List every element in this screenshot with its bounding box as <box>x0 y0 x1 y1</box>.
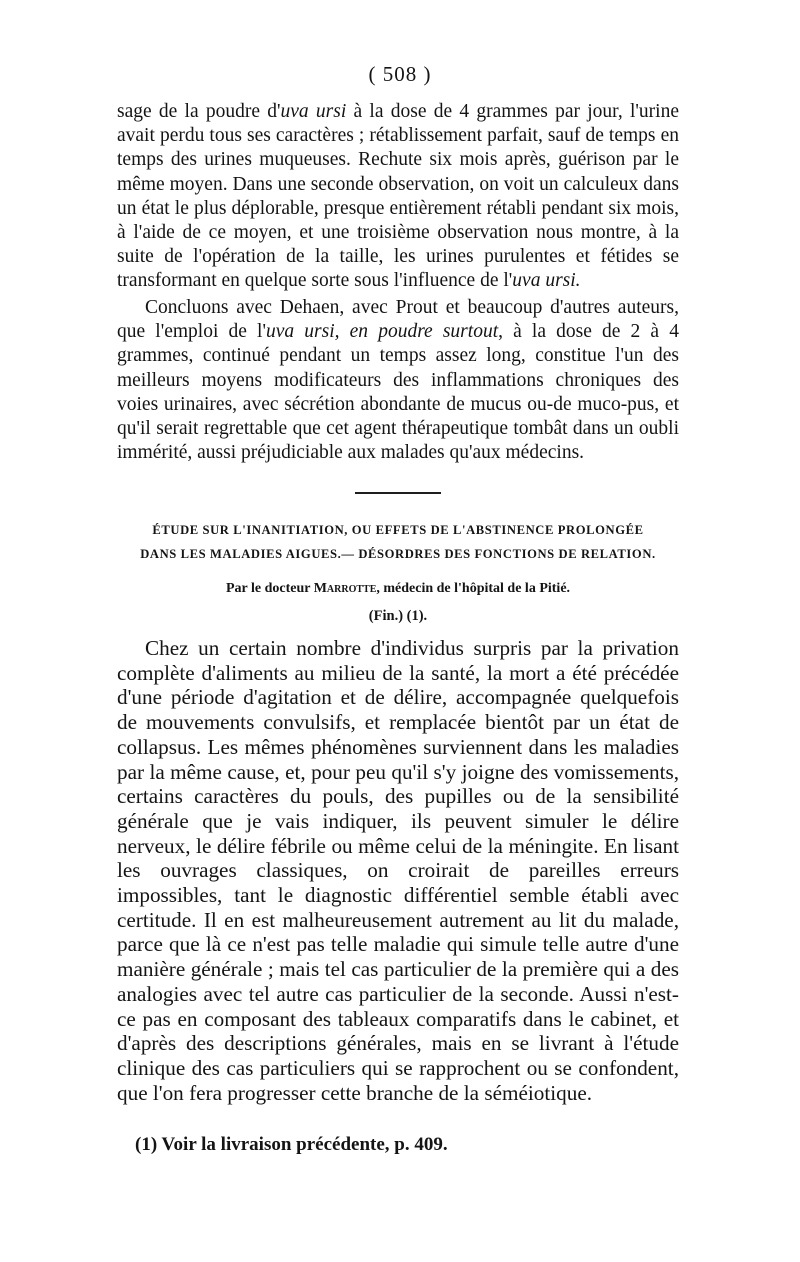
article-title-line-2: DANS LES MALADIES AIGUES.— DÉSORDRES DES FONCTIONS DE RELATION. <box>140 547 656 561</box>
continuation-marker: (Fin.) (1). <box>368 608 428 624</box>
article-title-line-1: ÉTUDE SUR L'INANITIATION, OU EFFETS DE L'ABSTINENCE PROLONGÉE <box>152 523 644 537</box>
byline-suffix: , médecin de l'hôpital de la Pitié. <box>376 581 571 596</box>
italic-run: uva ursi, en poudre surtout <box>266 321 499 343</box>
article-title <box>117 518 679 566</box>
byline-prefix: Par le docteur <box>225 581 314 596</box>
text-run: à la dose de 4 grammes par jour, l'urine avait perdu tous ses caractères ; rétablissement parfait, sauf de temps en temps des urines muqueuses. Rechute six mois après, guérison par le même moyen. Dans une seconde observation, on voit un calculeux dans un état le plus déplorable, presque entièrement rétabli pendant six mois, à l'aide de ce moyen, et une troisième observation nous montre, à la suite de l'opération de la taille, les urines purulentes et fétides se transformant en quelque sorte sous l'influence de l' <box>117 101 679 292</box>
author-name: Marrotte <box>313 581 377 596</box>
section-divider <box>355 492 441 494</box>
text-run: Concluons avec Dehaen, avec Prout et beaucoup d'autres auteurs, que l'emploi de l' <box>117 297 679 343</box>
continuation-paragraph-2 <box>117 296 679 465</box>
text-run: , à la dose de 2 à 4 grammes, continué pendant un temps assez long, constitue l'un des meilleurs moyens modificateurs des inflammations chroniques des voies urinaires, avec sécrétion abondante de mucus ou-de muco-pus, et qu'il serait regrettable que cet agent thérapeutique tombât dans un oubli immérité, aussi préjudiciable aux malades qu'aux médecins. <box>117 321 679 464</box>
author-byline <box>117 581 679 597</box>
italic-run: uva ursi. <box>512 270 581 292</box>
continuation-paragraph-1 <box>117 100 679 294</box>
article-body <box>117 636 679 1105</box>
body-paragraph: Chez un certain nombre d'individus surpris par la privation complète d'aliments au milieu de la santé, la mort a été précédée d'une période d'agitation et de délire, accompagnée quelquefois de mouvements convulsifs, et remplacée bientôt par un état de collapsus. Les mêmes phénomènes surviennent dans les maladies par la même cause, et, pour peu qu'il s'y joigne des vomissements, certains caractères du pouls, des pupilles ou de la sensibilité générale que je vais indiquer, ils peuvent simuler le délire nerveux, le délire fébrile ou même celui de la méningite. En lisant les ouvrages classiques, on croirait de pareilles erreurs impossibles, tant le diagnostic différentiel semble établi avec certitude. Il en est malheureusement autrement au lit du malade, parce que là ce n'est pas telle maladie qui simule telle autre d'une manière générale ; mais tel cas particulier de la première qui a des analogies avec tel autre cas particulier de la seconde. Aussi n'est-ce pas en composant des tableaux comparatifs dans le cabinet, et d'après des descriptions générales, mais en se livrant à l'étude clinique des cas particuliers qui se rapprochent ou se confondent, que l'on fera progresser cette branche de la séméiotique. <box>117 636 679 1105</box>
page-number: ( 508 ) <box>368 62 432 86</box>
text-run: sage de la poudre d' <box>117 101 281 122</box>
italic-run: uva ursi <box>280 101 347 122</box>
footnote: (1) Voir la livraison précédente, p. 409. <box>135 1134 448 1155</box>
